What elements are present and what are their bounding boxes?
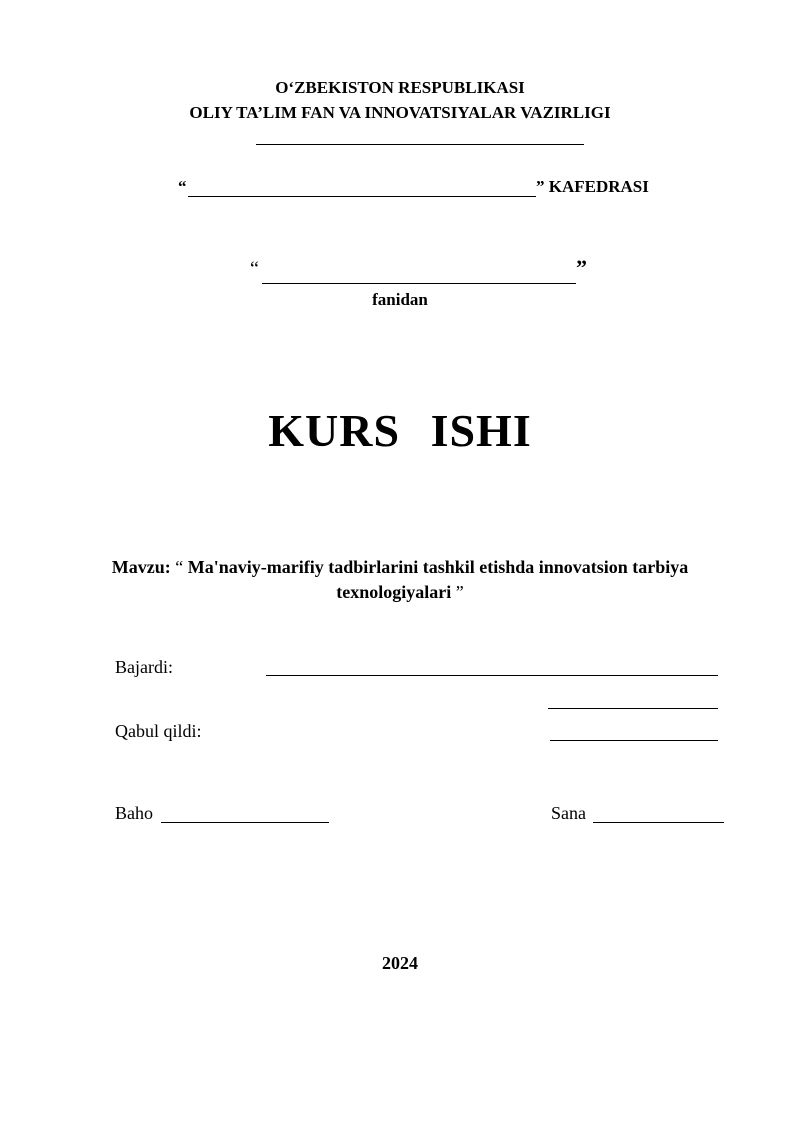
- grade-blank[interactable]: [161, 822, 329, 823]
- topic-text-2: texnologiyalari: [336, 582, 452, 602]
- performed-by-extra-blank[interactable]: [548, 708, 718, 709]
- ministry-name-line: OLIY TA’LIM FAN VA INNOVATSIYALAR VAZIRLIGI: [189, 103, 611, 122]
- department-suffix: ” KAFEDRASI: [536, 177, 649, 196]
- topic-label: Mavzu:: [111, 557, 171, 577]
- subject-open-quote: “: [250, 258, 259, 280]
- ministry-country-line: O‘ZBEKISTON RESPUBLIKASI: [275, 78, 525, 97]
- year: 2024: [382, 953, 418, 973]
- department-open-quote: “: [178, 177, 187, 196]
- topic-close-quote: ”: [455, 582, 464, 602]
- date-label: Sana: [551, 803, 586, 823]
- accepted-by-blank[interactable]: [550, 740, 718, 741]
- topic-open-quote: “: [175, 557, 184, 577]
- department-blank-line: [188, 196, 536, 197]
- university-blank-line: [256, 144, 584, 145]
- topic-text-1: Ma'naviy-marifiy tadbirlarini tashkil etishda innovatsion tarbiya: [187, 557, 689, 577]
- subject-label: fanidan: [372, 290, 428, 309]
- topic-line-2: [0, 582, 800, 603]
- subject-blank-line: [262, 283, 576, 284]
- accepted-by-label: Qabul qildi:: [115, 721, 202, 741]
- performed-by-blank[interactable]: [266, 675, 718, 676]
- grade-label: Baho: [115, 803, 153, 823]
- topic-line-1: [0, 557, 800, 578]
- subject-close-quote: ”: [576, 255, 587, 280]
- performed-by-label: Bajardi:: [115, 657, 173, 677]
- document-title: KURS ISHI: [268, 405, 532, 456]
- date-blank[interactable]: [593, 822, 724, 823]
